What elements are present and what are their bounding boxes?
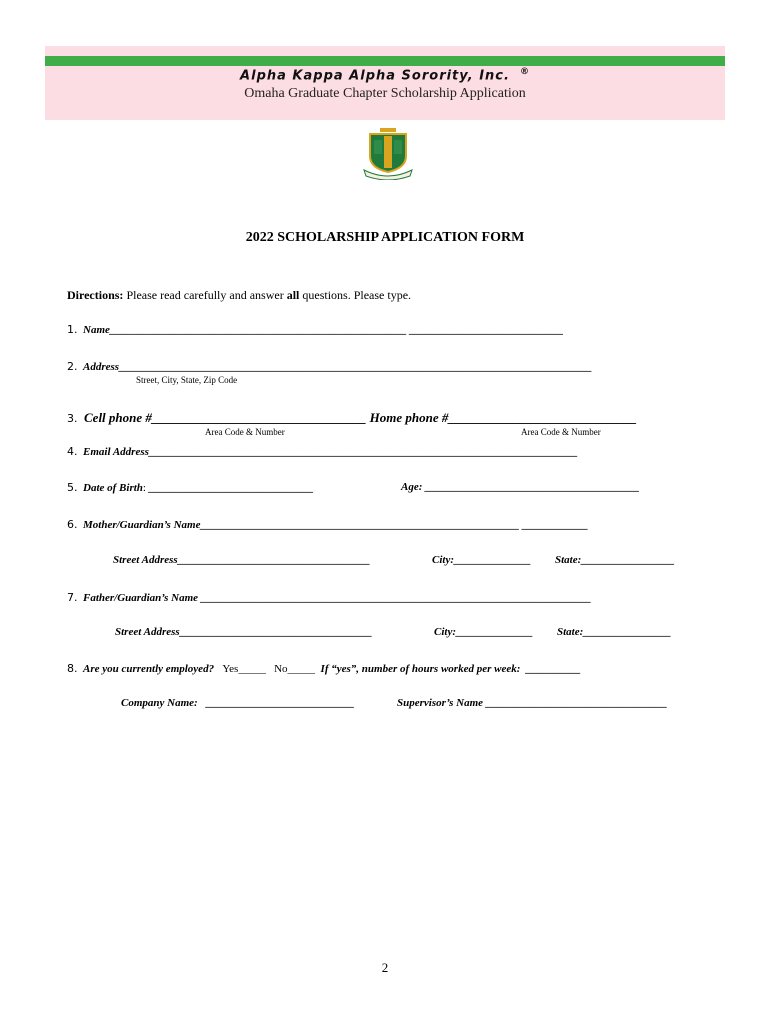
directions-text-2: questions. Please type. — [299, 288, 412, 302]
form-title: 2022 SCHOLARSHIP APPLICATION FORM — [245, 230, 525, 245]
age-label: Age: — [401, 481, 423, 493]
father-state-input-line[interactable]: ________________ — [583, 626, 672, 638]
father-street-input-line[interactable]: ___________________________________ — [179, 626, 373, 638]
directions-label: Directions: — [67, 288, 124, 302]
field-father-state — [557, 626, 671, 638]
item-number: 8. — [67, 662, 78, 675]
field-email — [67, 445, 578, 458]
field-phones — [67, 410, 637, 426]
father-street-label: Street Address — [115, 626, 180, 638]
father-name-label: Father/Guardian’s Name — [83, 592, 199, 604]
field-supervisor — [397, 697, 667, 709]
item-number: 7. — [67, 591, 78, 604]
cell-phone-hint: Area Code & Number — [205, 427, 285, 437]
father-state-label: State: — [557, 626, 584, 638]
directions-emphasis: all — [286, 288, 300, 302]
mother-street-label: Street Address — [113, 554, 178, 566]
item-number: 2. — [67, 360, 78, 373]
item-number: 1. — [67, 323, 78, 336]
sorority-crest-icon — [362, 126, 414, 180]
age-input-line[interactable]: _______________________________________ — [425, 481, 640, 493]
no-label: No — [274, 663, 288, 675]
field-address — [67, 360, 592, 373]
mother-name-input-line[interactable]: __________________________________________________________ ____________ — [200, 519, 589, 531]
name-input-line[interactable]: ______________________________________________________ ____________________________ — [109, 324, 564, 336]
father-city-label: City: — [434, 626, 456, 638]
field-mother-city — [432, 554, 531, 566]
name-label: Name — [83, 324, 110, 336]
field-mother-street — [113, 554, 370, 566]
org-name — [45, 67, 725, 83]
mother-city-input-line[interactable]: ______________ — [454, 554, 531, 566]
dob-input-line[interactable]: ______________________________ — [148, 482, 314, 494]
supervisor-input-line[interactable]: _________________________________ — [485, 697, 668, 709]
mother-state-label: State: — [555, 554, 582, 566]
field-dob — [67, 481, 314, 494]
page-number: 2 — [381, 960, 389, 975]
chapter-title: Omaha Graduate Chapter Scholarship Application — [244, 86, 526, 101]
email-input-line[interactable]: ______________________________________________________________________________ — [148, 446, 578, 458]
directions-text-1: Please read carefully and answer — [123, 288, 287, 302]
item-number: 3. — [67, 412, 78, 425]
employed-label: Are you currently employed? — [83, 663, 215, 675]
yes-input-line[interactable]: _____ — [238, 663, 266, 675]
company-label: Company Name: — [121, 697, 198, 709]
email-label: Email Address — [83, 446, 149, 458]
org-name-text: Alpha Kappa Alpha Sorority, Inc. — [240, 68, 510, 84]
directions — [67, 288, 411, 303]
cell-phone-input-line[interactable]: _________________________________ — [151, 410, 367, 425]
header-banner — [45, 46, 725, 120]
home-phone-label: Home phone # — [369, 410, 449, 425]
field-father-city — [434, 626, 533, 638]
field-name — [67, 323, 564, 336]
home-phone-hint: Area Code & Number — [521, 427, 601, 437]
yes-label: Yes — [222, 663, 239, 675]
hours-label: If “yes”, number of hours worked per week: — [320, 663, 521, 675]
cell-phone-label: Cell phone # — [84, 410, 152, 425]
item-number: 6. — [67, 518, 78, 531]
dob-colon: : — [142, 482, 146, 494]
father-name-input-line[interactable]: _______________________________________________________________________ — [200, 592, 592, 604]
company-input-line[interactable]: ___________________________ — [205, 697, 355, 709]
item-number: 5. — [67, 481, 78, 494]
mother-state-input-line[interactable]: _________________ — [581, 554, 675, 566]
item-number: 4. — [67, 445, 78, 458]
father-city-input-line[interactable]: ______________ — [456, 626, 533, 638]
mother-street-input-line[interactable]: ___________________________________ — [177, 554, 371, 566]
address-hint: Street, City, State, Zip Code — [136, 375, 238, 385]
no-input-line[interactable]: _____ — [287, 663, 316, 675]
field-employment — [67, 662, 581, 675]
field-mother-state — [555, 554, 675, 566]
field-age — [401, 481, 640, 493]
dob-label: Date of Birth — [83, 482, 143, 494]
field-father — [67, 591, 591, 604]
field-mother — [67, 518, 588, 531]
field-father-street — [115, 626, 372, 638]
address-label: Address — [83, 361, 120, 373]
mother-name-label: Mother/Guardian’s Name — [83, 519, 201, 531]
registered-mark: ® — [519, 67, 530, 77]
field-company — [121, 697, 354, 709]
home-phone-input-line[interactable]: _____________________________ — [448, 410, 637, 425]
address-input-line[interactable]: ______________________________________________________________________________________ — [119, 361, 593, 373]
mother-city-label: City: — [432, 554, 454, 566]
hours-input-line[interactable]: __________ — [525, 663, 581, 675]
supervisor-label: Supervisor’s Name — [397, 697, 484, 709]
header-green-bar — [45, 56, 725, 66]
